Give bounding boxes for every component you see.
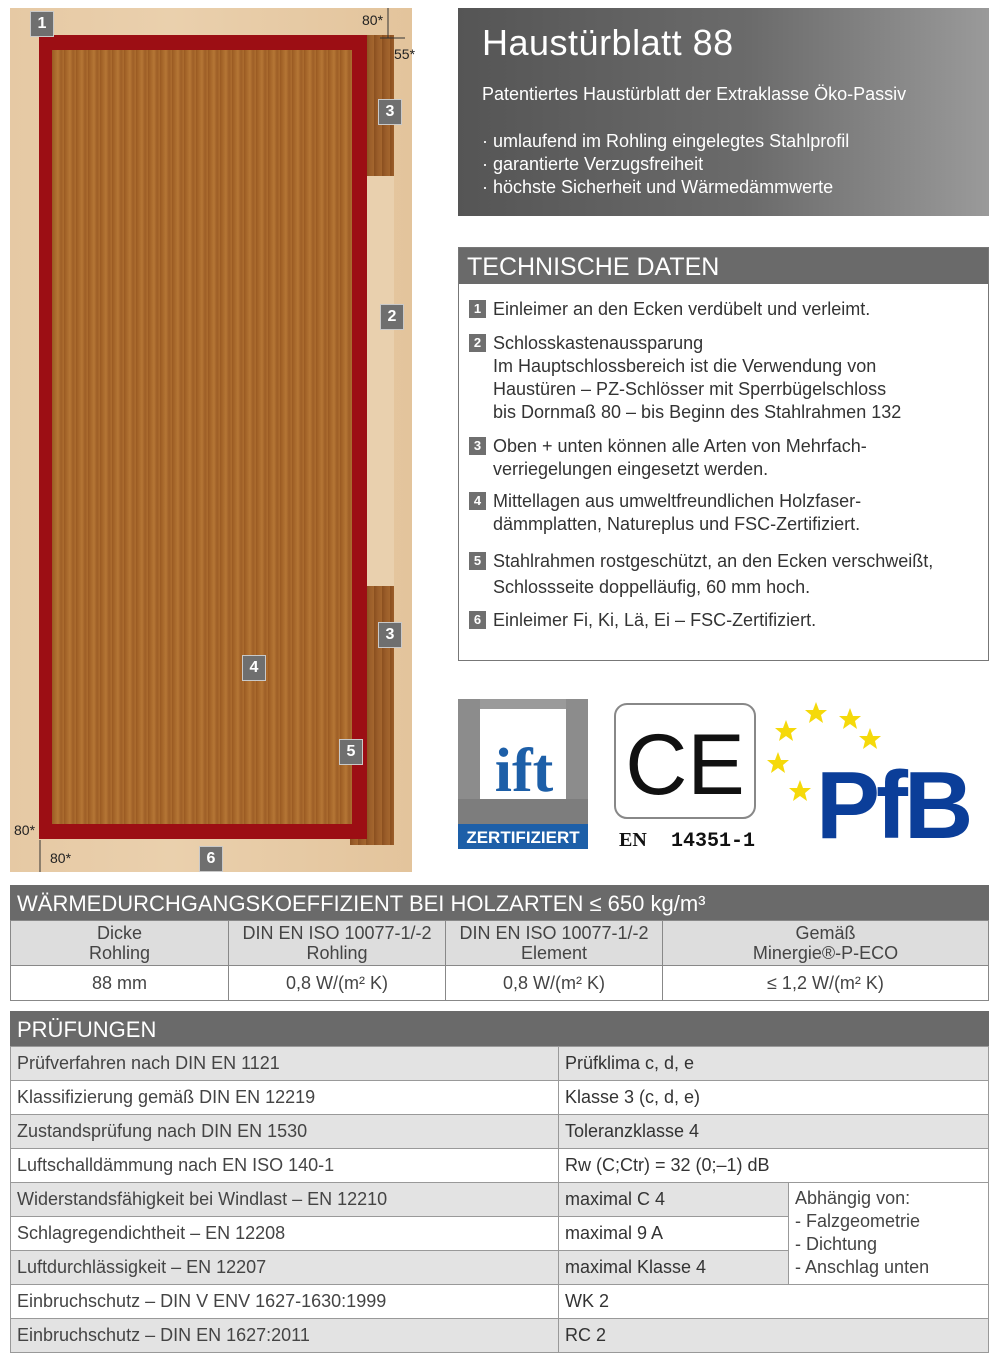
tech-item-text: Schlosskastenaussparung Im Hauptschlossbereich ist die Verwendung von Haustüren – PZ-Schlösser mit Sperrbügelschloss bis Dornmaß 80 – bis Beginn des Stahlrahmen 132 <box>493 333 902 422</box>
column-header-line: Element <box>520 943 588 963</box>
column-header-line: DIN EN ISO 10077-1/-2 <box>459 923 649 943</box>
ce-norm-number: 14351-1 <box>671 830 756 853</box>
tests-heading: PRÜFUNGEN <box>10 1011 989 1046</box>
column-header-line: DIN EN ISO 10077-1/-2 <box>242 923 432 943</box>
marker-2: 2 <box>380 304 404 330</box>
test-name: Einbruchschutz – DIN V ENV 1627-1630:1999 <box>11 1285 559 1319</box>
dimension-top: 80* <box>362 12 384 28</box>
marker-5: 5 <box>339 739 363 765</box>
test-name: Zustandsprüfung nach DIN EN 1530 <box>11 1115 559 1149</box>
table-row <box>11 1183 989 1217</box>
technical-data-box <box>458 247 989 661</box>
tech-item-number: 2 <box>469 334 486 352</box>
tech-item-text: Mittellagen aus umweltfreundlichen Holzfaser- dämmplatten, Natureplus und FSC-Zertifiziert. <box>493 491 862 534</box>
feature-item: · garantierte Verzugsfreiheit <box>482 153 849 176</box>
technical-data-heading: TECHNISCHE DATEN <box>459 248 988 284</box>
table-row <box>11 1081 989 1115</box>
tech-item-6 <box>469 609 816 632</box>
product-subtitle: Patentiertes Haustürblatt der Extraklasse Öko-Passiv <box>482 84 907 104</box>
test-result: maximal C 4 <box>559 1183 789 1217</box>
tech-item-1 <box>469 298 870 321</box>
ift-label: ZERTIFIZIERT <box>466 828 580 847</box>
test-name: Luftschalldämmung nach EN ISO 140-1 <box>11 1149 559 1183</box>
column-header <box>446 921 663 966</box>
column-header <box>229 921 446 966</box>
test-name: Einbruchschutz – DIN EN 1627:2011 <box>11 1319 559 1353</box>
test-result: RC 2 <box>559 1319 989 1353</box>
dimension-left: 80* <box>14 822 36 838</box>
tests-table <box>10 1046 989 1353</box>
tech-item-number: 3 <box>469 437 486 455</box>
dependency-note: Abhängig von: - Falzgeometrie - Dichtung - Anschlag unten <box>789 1183 989 1285</box>
tech-item-text: Oben + unten können alle Arten von Mehrfach- verriegelungen eingesetzt werden. <box>493 436 867 479</box>
table-row <box>11 1149 989 1183</box>
table-cell: 88 mm <box>11 966 229 1001</box>
dimension-bottom: 80* <box>50 850 72 866</box>
marker-6: 6 <box>199 846 223 872</box>
table-row <box>11 1319 989 1353</box>
table-header-row <box>11 921 989 966</box>
table-cell: ≤ 1,2 W/(m² K) <box>663 966 989 1001</box>
column-header-line: Dicke <box>96 923 142 943</box>
test-result: maximal 9 A <box>559 1217 789 1251</box>
pfb-logo <box>764 700 979 859</box>
table-cell: 0,8 W/(m² K) <box>229 966 446 1001</box>
pfb-wordmark: PfB <box>816 752 970 859</box>
ce-norm-en: EN <box>619 829 647 851</box>
dimension-right: 55* <box>394 46 416 62</box>
marker-3-top: 3 <box>378 99 402 125</box>
test-name: Klassifizierung gemäß DIN EN 12219 <box>11 1081 559 1115</box>
tech-item-text: Stahlrahmen rostgeschützt, an den Ecken verschweißt, Schlossseite doppelläufig, 60 mm hoch. <box>493 551 934 597</box>
tech-item-number: 6 <box>469 611 486 629</box>
tech-item-5 <box>469 548 933 600</box>
heat-transfer-heading: WÄRMEDURCHGANGSKOEFFIZIENT BEI HOLZARTEN ≤ 650 kg/m³ <box>10 885 989 920</box>
test-name: Prüfverfahren nach DIN EN 1121 <box>11 1047 559 1081</box>
feature-item: · höchste Sicherheit und Wärmedämmwerte <box>482 176 849 199</box>
ce-mark-logo <box>613 702 758 852</box>
marker-3-bottom: 3 <box>378 622 402 648</box>
tech-item-4 <box>469 490 861 536</box>
test-result: Prüfklima c, d, e <box>559 1047 989 1081</box>
test-result: Rw (C;Ctr) = 32 (0;–1) dB <box>559 1149 989 1183</box>
column-header-line: Gemäß <box>795 923 856 943</box>
column-header-line: Rohling <box>306 943 368 963</box>
tech-item-number: 5 <box>469 552 486 570</box>
heat-transfer-table <box>10 920 989 1001</box>
tech-item-3 <box>469 435 867 481</box>
tech-item-text: Einleimer an den Ecken verdübelt und verleimt. <box>493 299 871 319</box>
door-cross-section-drawing <box>10 8 416 872</box>
test-result: maximal Klasse 4 <box>559 1251 789 1285</box>
marker-1: 1 <box>30 11 54 37</box>
column-header-line: Minergie®-P-ECO <box>752 943 899 963</box>
table-row <box>11 1285 989 1319</box>
ift-wordmark: ift <box>494 737 554 805</box>
marker-4: 4 <box>242 655 266 681</box>
test-result: Toleranzklasse 4 <box>559 1115 989 1149</box>
product-title-box <box>458 8 989 216</box>
table-cell: 0,8 W/(m² K) <box>446 966 663 1001</box>
feature-list <box>482 130 849 199</box>
column-header <box>11 921 229 966</box>
table-row <box>11 966 989 1001</box>
test-result: WK 2 <box>559 1285 989 1319</box>
ift-certified-logo <box>458 699 588 849</box>
test-name: Luftdurchlässigkeit – EN 12207 <box>11 1251 559 1285</box>
ce-symbol: CE <box>625 717 745 813</box>
tech-item-text: Einleimer Fi, Ki, Lä, Ei – FSC-Zertifiziert. <box>493 610 817 630</box>
feature-item: · umlaufend im Rohling eingelegtes Stahlprofil <box>482 130 849 153</box>
tech-item-2 <box>469 332 901 424</box>
column-header-line: Rohling <box>88 943 151 963</box>
test-result: Klasse 3 (c, d, e) <box>559 1081 989 1115</box>
table-row <box>11 1115 989 1149</box>
test-name: Schlagregendichtheit – EN 12208 <box>11 1217 559 1251</box>
test-name: Widerstandsfähigkeit bei Windlast – EN 12210 <box>11 1183 559 1217</box>
table-row <box>11 1047 989 1081</box>
tech-item-number: 1 <box>469 300 486 318</box>
tech-item-number: 4 <box>469 492 486 510</box>
product-title: Haustürblatt 88 <box>482 22 734 63</box>
column-header <box>663 921 989 966</box>
